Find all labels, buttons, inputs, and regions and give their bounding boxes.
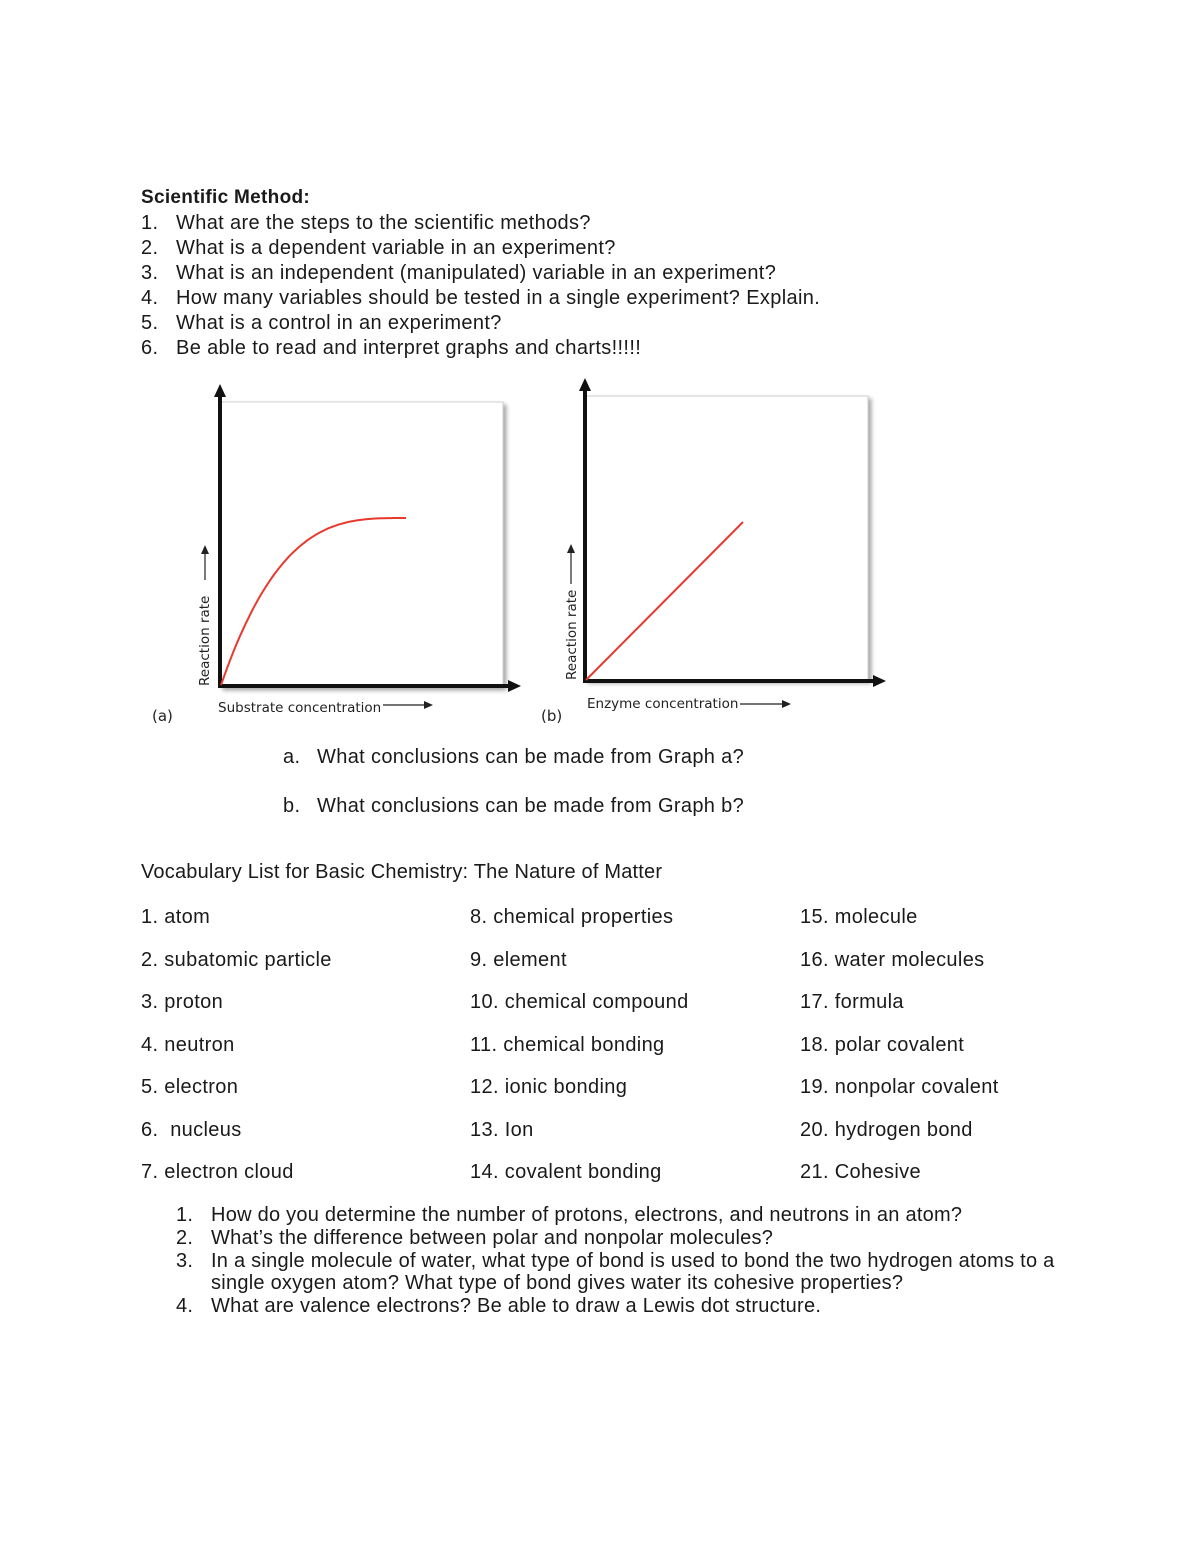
- graph-b-y-label-arrowhead: [567, 544, 575, 553]
- vocabulary-term: 20. hydrogen bond: [800, 1118, 973, 1141]
- scientific-method-questions: [141, 211, 820, 361]
- graph-b-x-arrowhead: [873, 675, 886, 687]
- question-item: 1. How do you determine the number of protons, electrons, and neutrons in an atom?: [176, 1204, 963, 1226]
- question-item: 6. Be able to read and interpret graphs and charts!!!!!: [141, 337, 642, 359]
- graph-a-y-arrowhead: [214, 384, 226, 397]
- question-item: 2. What’s the difference between polar and nonpolar molecules?: [176, 1226, 774, 1249]
- question-item: 4. How many variables should be tested in a single experiment? Explain.: [141, 287, 821, 309]
- vocabulary-term: 9. element: [470, 948, 567, 971]
- vocabulary-term: 21. Cohesive: [800, 1161, 921, 1183]
- vocabulary-term: 16. water molecules: [800, 948, 985, 971]
- vocabulary-term: 4. neutron: [141, 1033, 235, 1056]
- graph-a: [145, 380, 530, 725]
- vocabulary-term: 17. formula: [800, 991, 904, 1013]
- graph-b-svg: [535, 374, 900, 724]
- graph-b: [535, 374, 900, 724]
- vocabulary-term: 18. polar covalent: [800, 1033, 965, 1056]
- vocabulary-term: 19. nonpolar covalent: [800, 1076, 999, 1098]
- graph-question-a: a. What conclusions can be made from Graph a?: [283, 746, 745, 768]
- vocabulary-term: 3. proton: [141, 991, 224, 1013]
- graph-b-panel-label: (b): [541, 707, 563, 724]
- vocabulary-term: 1. atom: [141, 906, 211, 928]
- question-item: 2. What is a dependent variable in an experiment?: [141, 237, 616, 259]
- vocabulary-term: 14. covalent bonding: [470, 1161, 662, 1183]
- scientific-method-heading: Scientific Method:: [141, 187, 311, 208]
- graph-a-panel-label: (a): [152, 707, 173, 725]
- vocabulary-term: 10. chemical compound: [470, 991, 689, 1013]
- vocabulary-title: Vocabulary List for Basic Chemistry: The Nature of Matter: [141, 861, 663, 883]
- graph-a-y-label-arrowhead: [201, 545, 209, 554]
- vocabulary-term: 8. chemical properties: [470, 906, 674, 928]
- question-item: 3. What is an independent (manipulated) variable in an experiment?: [141, 262, 777, 284]
- graph-b-y-label: Reaction rate: [564, 589, 580, 680]
- question-item: 5. What is a control in an experiment?: [141, 312, 502, 334]
- question-item: 4. What are valence electrons? Be able to draw a Lewis dot structure.: [176, 1295, 822, 1318]
- graph-question-b: b. What conclusions can be made from Graph b?: [283, 795, 745, 817]
- graph-a-x-arrowhead: [508, 680, 521, 692]
- graph-a-svg: [145, 380, 530, 725]
- vocabulary-term: 11. chemical bonding: [470, 1033, 665, 1056]
- vocabulary-term: 12. ionic bonding: [470, 1076, 628, 1098]
- vocabulary-term: 13. Ion: [470, 1118, 534, 1141]
- chemistry-questions: [176, 1204, 1076, 1318]
- graph-a-x-label-arrowhead: [424, 701, 433, 709]
- vocabulary-term: 7. electron cloud: [141, 1161, 294, 1183]
- graph-a-y-label: Reaction rate: [197, 595, 213, 686]
- graph-b-x-label: Enzyme concentration: [587, 696, 739, 712]
- graph-b-x-label-arrowhead: [782, 700, 791, 708]
- question-item: 1. What are the steps to the scientific methods?: [141, 212, 591, 234]
- graph-a-plot-area: [220, 402, 503, 687]
- question-item: 3. In a single molecule of water, what type of bond is used to bond the two hydrogen atoms to a single oxygen atom? What type of bond gives water its cohesive properties?: [176, 1249, 1055, 1295]
- vocabulary-term: 5. electron: [141, 1076, 239, 1098]
- vocabulary-term: 6. nucleus: [141, 1118, 242, 1141]
- graph-a-x-label: Substrate concentration: [218, 700, 382, 716]
- vocabulary-term: 15. molecule: [800, 906, 918, 928]
- vocabulary-term: 2. subatomic particle: [141, 948, 332, 971]
- graph-b-y-arrowhead: [579, 378, 591, 391]
